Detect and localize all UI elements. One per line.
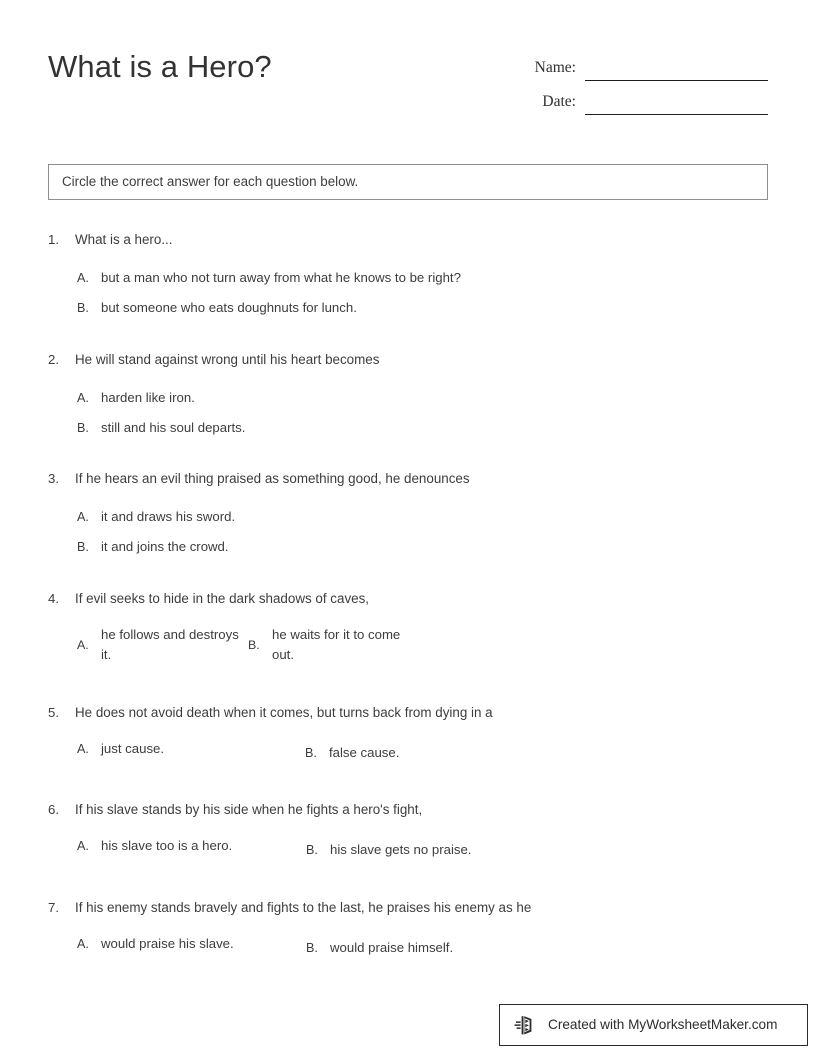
name-label: Name: — [534, 59, 576, 76]
answer-option[interactable] — [48, 268, 778, 288]
answer-option[interactable] — [77, 836, 232, 856]
question-number: 2. — [48, 352, 59, 367]
question-number: 6. — [48, 802, 59, 817]
option-text: but a man who not turn away from what he knows to be right? — [101, 270, 461, 285]
answer-option[interactable] — [77, 739, 164, 759]
answer-option[interactable] — [48, 388, 778, 408]
name-input-line[interactable] — [585, 56, 768, 81]
question-item — [48, 898, 778, 968]
option-text: he follows and destroys it. — [101, 627, 239, 662]
answer-option[interactable] — [305, 743, 399, 763]
option-letter: A. — [77, 638, 89, 652]
option-text: still and his soul departs. — [101, 420, 246, 435]
option-text: would praise himself. — [330, 940, 454, 955]
worksheet-header — [48, 44, 768, 124]
option-letter: A. — [77, 839, 89, 853]
question-number: 7. — [48, 900, 59, 915]
option-letter: A. — [77, 510, 89, 524]
footer-text: Created with MyWorksheetMaker.com — [548, 1017, 778, 1032]
answer-option[interactable] — [306, 938, 453, 958]
question-text: What is a hero... — [75, 232, 173, 247]
answer-option[interactable] — [48, 507, 778, 527]
question-text: If he hears an evil thing praised as something good, he denounces — [75, 471, 470, 486]
answer-option[interactable] — [48, 418, 778, 438]
answer-options — [48, 836, 778, 870]
question-item — [48, 800, 778, 870]
option-text: his slave gets no praise. — [330, 842, 472, 857]
option-text: his slave too is a hero. — [101, 838, 233, 853]
question-prompt — [48, 469, 778, 489]
option-text: false cause. — [329, 745, 400, 760]
question-item — [48, 703, 778, 773]
instruction-text: Circle the correct answer for each question below. — [62, 174, 359, 189]
name-row — [510, 47, 768, 81]
option-text: just cause. — [101, 741, 165, 756]
worksheet-maker-logo-icon — [514, 1013, 538, 1037]
option-text: it and draws his sword. — [101, 509, 236, 524]
option-letter: A. — [77, 937, 89, 951]
answer-option[interactable] — [48, 537, 778, 557]
footer-badge[interactable] — [499, 1004, 808, 1046]
page-title: What is a Hero? — [48, 49, 272, 84]
question-item — [48, 230, 778, 328]
option-letter: A. — [77, 742, 89, 756]
question-number: 5. — [48, 705, 59, 720]
answer-options — [48, 507, 778, 557]
question-prompt — [48, 350, 778, 370]
option-text: but someone who eats doughnuts for lunch. — [101, 300, 357, 315]
option-text: he waits for it to come out. — [272, 627, 401, 662]
question-text: He does not avoid death when it comes, but turns back from dying in a — [75, 705, 493, 720]
question-prompt — [48, 230, 778, 250]
option-text: it and joins the crowd. — [101, 539, 229, 554]
question-text: If evil seeks to hide in the dark shadows of caves, — [75, 591, 370, 606]
answer-options — [48, 934, 778, 968]
question-text: He will stand against wrong until his heart becomes — [75, 352, 380, 367]
option-letter: B. — [305, 746, 317, 760]
answer-options — [48, 268, 778, 318]
answer-option[interactable] — [248, 625, 422, 665]
date-input-line[interactable] — [585, 90, 768, 115]
option-letter: B. — [248, 638, 260, 652]
question-prompt — [48, 800, 778, 820]
option-letter: B. — [306, 941, 318, 955]
question-item — [48, 469, 778, 567]
question-number: 4. — [48, 591, 59, 606]
answer-options — [48, 625, 778, 675]
date-label: Date: — [542, 93, 576, 110]
answer-option[interactable] — [77, 934, 234, 954]
question-prompt — [48, 589, 778, 609]
option-letter: B. — [77, 540, 89, 554]
option-letter: A. — [77, 271, 89, 285]
question-text: If his slave stands by his side when he fights a hero's fight, — [75, 802, 423, 817]
option-letter: B. — [306, 843, 318, 857]
question-item — [48, 350, 778, 448]
date-row — [510, 81, 768, 115]
answer-options — [48, 388, 778, 438]
answer-option[interactable] — [306, 840, 471, 860]
question-item — [48, 589, 778, 675]
option-text: would praise his slave. — [101, 936, 234, 951]
question-prompt — [48, 703, 778, 723]
question-text: If his enemy stands bravely and fights to the last, he praises his enemy as he — [75, 900, 532, 915]
answer-option[interactable] — [48, 298, 778, 318]
option-text: harden like iron. — [101, 390, 195, 405]
name-date-block — [510, 47, 768, 115]
question-number: 1. — [48, 232, 59, 247]
question-number: 3. — [48, 471, 59, 486]
option-letter: B. — [77, 301, 89, 315]
answer-option[interactable] — [77, 625, 251, 665]
instruction-box — [48, 164, 768, 200]
option-letter: B. — [77, 421, 89, 435]
question-prompt — [48, 898, 778, 918]
answer-options — [48, 739, 778, 773]
option-letter: A. — [77, 391, 89, 405]
